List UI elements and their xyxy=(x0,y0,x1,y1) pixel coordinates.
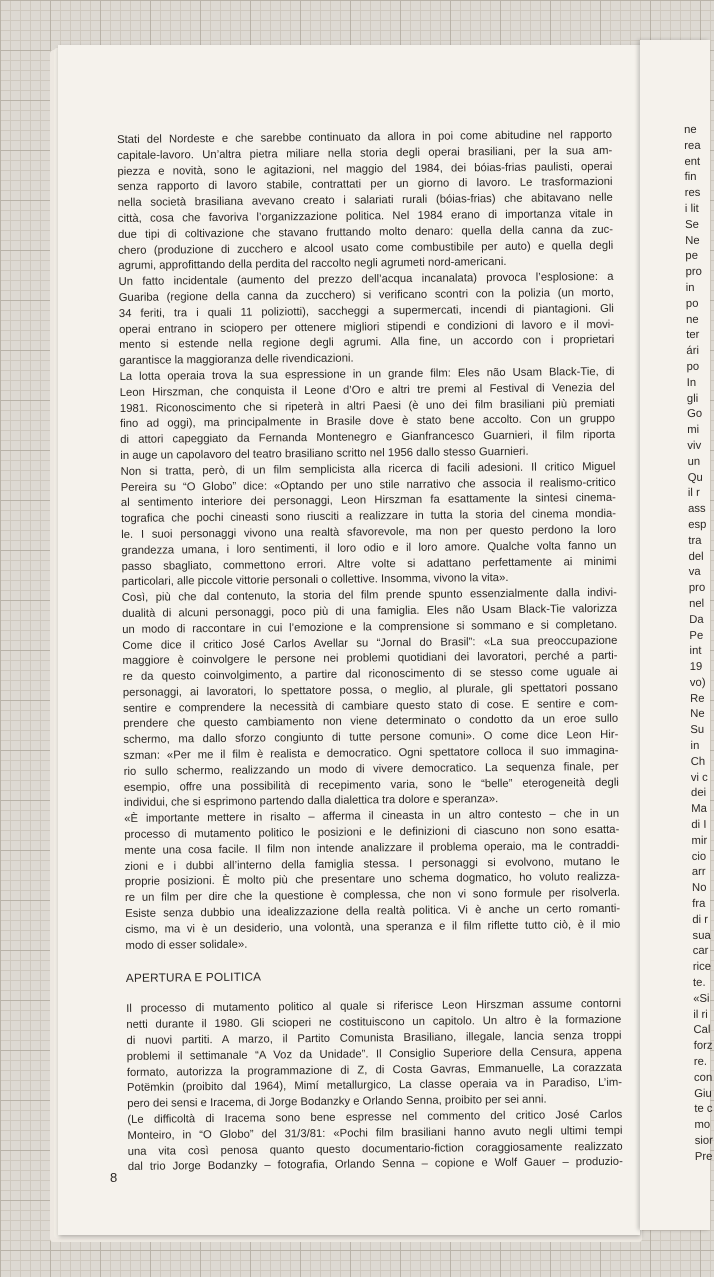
adjacent-text-fragment: Su xyxy=(690,724,705,737)
text-line: passo sbagliato, commettono errori. Altre volte si adattano perfettamente ai minimi xyxy=(121,555,617,573)
adjacent-text-fragment: ári xyxy=(686,345,700,358)
adjacent-text-fragment: con xyxy=(693,1071,713,1084)
adjacent-text-fragment: mo xyxy=(694,1118,711,1132)
adjacent-text-fragment: pro xyxy=(688,581,706,595)
text-line: (Le difficoltà di Iracema sono bene espresse nel commento del critico José Carlos xyxy=(127,1108,623,1126)
adjacent-text-fragment: mir xyxy=(691,834,708,847)
text-line: Pereira su “O Globo” dice: «Optando per uno stile narrativo che associa il realismo-critico xyxy=(120,476,616,494)
adjacent-text-fragment: rea xyxy=(684,139,701,152)
adjacent-text-fragment: va xyxy=(688,566,701,579)
text-line: operai entrano in sciopero per ottenere migliori stipendi e condizioni di lavoro e il movi- xyxy=(118,318,615,336)
text-line: esempio, offre una possibilità di recepimento varia, sono le “belle” eterogeneità degli xyxy=(123,776,619,794)
text-line: schermo, ma dallo sforzo congiunto di tutte persone comuni». O come dice Leon Hir- xyxy=(123,729,619,747)
text-line: 1981. Riconoscimento che si ripeterà in altri Paesi (è uno dei film brasiliani più premiati xyxy=(119,397,615,415)
text-line: maggiore è coinvolgere le persone nei problemi quotidiani dei lavoratori, perché a parti- xyxy=(122,650,618,668)
text-line: chero (produzione di zucchero e alcool usato come combustibile per auto) e quella degli xyxy=(118,239,614,257)
text-line: senza rapporto di lavoro stabile, contrattati per un giorno di lavoro. Le trasformazioni xyxy=(117,176,613,194)
text-line: fino ad oggi), ma principalmente in Brasile dove è stato bene accolto. Con un gruppo xyxy=(119,413,616,431)
adjacent-text-fragment: In xyxy=(686,376,697,389)
text-line: di attori capeggiato da Fernanda Montenegro e Gianfrancesco Guarnieri, il film riporta xyxy=(120,428,616,447)
adjacent-text-fragment: rice xyxy=(692,960,712,974)
adjacent-text-fragment: ent xyxy=(684,155,701,168)
text-line: al sentimento interiore dei personaggi, Leon Hirszman fa esattamente la sintesi cinema- xyxy=(120,492,616,510)
text-line: in auge un capolavoro del teatro brasiliano scritto nel 1956 dallo stesso Guarnieri. xyxy=(120,445,529,462)
adjacent-text-fragment: Ne xyxy=(685,234,700,247)
text-line: garantisce la maggioranza delle rivendicazioni. xyxy=(119,352,354,368)
adjacent-text-fragment: car xyxy=(692,945,709,958)
text-line: piezza e novità, sono le agitazioni, nel maggio del 1984, dei bóias-frias paulisti, operai xyxy=(117,160,613,178)
text-line: netti durante il 1980. Gli scioperi ne costituiscono un capitolo. Un altro è la formazione xyxy=(126,1014,622,1032)
text-line: dualità di alcuni personaggi, poco più di una famiglia. Eles não Usam Black-Tie valorizza xyxy=(121,602,618,620)
text-line: Così, più che dal contenuto, la storia del film prende spunto essenzialmente dalla indivi- xyxy=(121,586,617,605)
adjacent-text-fragment: il r xyxy=(687,487,700,500)
text-line: Come dice il critico José Carlos Avellar su “Jornal do Brasil”: «La sua preoccupazione xyxy=(122,634,618,652)
adjacent-text-fragment: te. xyxy=(692,976,706,989)
text-line: szman: «Per me il film è realista e democratico. Ogni spettatore colloca il suo immagina- xyxy=(123,744,619,763)
adjacent-text-fragment: pro xyxy=(685,265,702,279)
text-line: Leon Hirszman, che conquista il Leone d’Oro e altri tre premi al Festival di Venezia del xyxy=(119,381,615,399)
text-line: Monteiro, in “O Globo” del 31/3/81: «Pochi film brasiliani hanno avuto negli ultimi tempi xyxy=(127,1124,623,1142)
text-line: particolari, alle piccole vittorie personali o collettive. Insomma, vivono la vita». xyxy=(121,572,509,589)
section-heading: APERTURA E POLITICA xyxy=(125,969,262,986)
text-line: due tipi di coltivazione che stavano fruttando molto denaro: quella della canna da zuc- xyxy=(118,223,614,241)
adjacent-text-fragment: Re xyxy=(689,692,705,705)
body-text xyxy=(117,128,623,1176)
text-line: un modo di raccontare in cui l’emozione e la comprensione si sommano e si completano. xyxy=(122,618,618,636)
adjacent-text-fragment: ne xyxy=(685,313,699,326)
adjacent-text-fragment: di I xyxy=(691,818,707,832)
text-line: capitale-lavoro. Un’altra pietra miliare nella storia degli operai brasiliani, per la sua am- xyxy=(117,144,613,162)
text-line: proprie posizioni. È molto più che presentare uno schema dogmatico, ho voluto realizza- xyxy=(124,871,620,889)
adjacent-text-fragment: int xyxy=(689,645,702,658)
adjacent-text-fragment: vi c xyxy=(690,771,708,784)
adjacent-text-fragment: te c xyxy=(694,1103,713,1116)
adjacent-text-fragment: in xyxy=(690,739,700,753)
adjacent-text-fragment: arr xyxy=(691,866,706,879)
adjacent-text-fragment: Giu xyxy=(694,1087,712,1100)
text-line: re da questo coinvolgimento, a partire dal riconoscimento di se stesso come uguale ai xyxy=(122,665,618,684)
adjacent-text-fragment: Cal xyxy=(693,1024,711,1037)
adjacent-text-fragment: Qu xyxy=(687,471,703,484)
adjacent-text-fragment: viv xyxy=(687,439,702,452)
text-line: individui, che si esprimono partendo dalla dialettica tra dolore e speranza». xyxy=(123,793,499,810)
text-line: le. I suoi personaggi vivono una realtà sfavorevole, ma non per questo perdono la loro xyxy=(121,523,617,541)
adjacent-text-fragment: ne xyxy=(684,123,697,136)
adjacent-text-fragment: Ch xyxy=(690,755,706,768)
adjacent-text-fragment: tra xyxy=(688,534,702,547)
text-line: mente una cosa facile. Il film non intende analizzare il problema operaio, ma le contraddi- xyxy=(124,839,620,857)
adjacent-text-fragment: Da xyxy=(689,613,704,626)
adjacent-text-fragment: 19 xyxy=(689,660,703,674)
text-line: Guariba (regione della canna da zucchero) si verificano scontri con la polizia (un morto, xyxy=(118,286,614,304)
adjacent-text-fragment: po xyxy=(686,360,700,373)
text-line: La lotta operaia trova la sua espressione in un grande film: Eles não Usam Black-Tie, di xyxy=(119,365,615,383)
adjacent-text-fragment: sua xyxy=(692,929,711,942)
text-line: nella società brasiliana avevano creato i salariati rurali (bóias-frias) che abitavano nelle xyxy=(117,192,613,210)
text-line: personaggi, ai lavoratori, lo spettatore possa, o meglio, al plurale, gli spettatori possano xyxy=(122,681,618,699)
adjacent-text-fragment: vo) xyxy=(689,676,706,689)
text-line: problemi il settimanale “A Voz da Unidade”. Il Consiglio Superiore della Censura, appena xyxy=(126,1045,622,1063)
adjacent-text-fragment: fra xyxy=(692,897,706,911)
text-line: di nuovi partiti. A marzo, il Partito Comunista Brasiliano, illegale, lancia senza troppi xyxy=(126,1029,622,1047)
text-line: sentire e comprendere la necessità di cambiare questo stato di cose. E sentire e com- xyxy=(122,697,619,715)
text-line: processo di mutamento politico le posizioni e le definizioni di ciascuno non sono esatta- xyxy=(124,823,620,842)
adjacent-text-fragment: dei xyxy=(690,787,707,800)
text-line: formato, autorizza la programmazione di Z, di Costa Gavras, Emmanuelle, La corazzata xyxy=(126,1061,622,1079)
adjacent-text-fragment: un xyxy=(687,455,701,468)
adjacent-text-fragment: il ri xyxy=(693,1008,708,1021)
adjacent-text-fragment: in xyxy=(685,281,695,294)
adjacent-text-fragment: di r xyxy=(692,913,709,926)
adjacent-text-fragment: po xyxy=(685,297,699,310)
text-line: Il processo di mutamento politico al quale si riferisce Leon Hirszman assume contorni xyxy=(126,998,622,1016)
adjacent-text-fragment: No xyxy=(691,882,707,895)
text-line: 34 feriti, tra i quali 11 poliziotti), saccheggi a supermercati, incendi di piantagioni. Gli xyxy=(118,302,614,320)
adjacent-text-fragment: nel xyxy=(688,597,705,610)
text-line: Un fatto incidentale (aumento del prezzo dell’acqua incanalata) provoca l’esplosione: a xyxy=(118,270,614,289)
text-line: cismo, ma vi è un desiderio, una volontà, una speranza e il film riflette tutto ciò, è il mio xyxy=(125,918,621,936)
text-line: una vita così penosa quanto questo documentario-fiction coraggiosamente realizzato xyxy=(127,1140,623,1158)
text-line: agrumi, approfittando della perdita del raccolto negli agrumeti nord-americani. xyxy=(118,256,507,273)
adjacent-text-fragment: Se xyxy=(685,218,699,231)
text-line: prendere che questo cambiamento non viene determinato o condotto da un eroe sullo xyxy=(123,713,619,731)
text-line: città, cosa che favoriva l’organizzazione politica. Nel 1984 erano di importanza vitale in xyxy=(117,207,613,225)
text-line: modo di esser solidale». xyxy=(125,938,248,952)
adjacent-text-fragment: sior xyxy=(694,1134,713,1147)
text-line: zioni e i dubbi all’interno della famiglia stessa. I personaggi si evolvono, mutano le xyxy=(124,855,620,873)
adjacent-text-fragment: re. xyxy=(693,1055,708,1068)
adjacent-text-fragment: Pe xyxy=(689,629,704,642)
adjacent-text-fragment: Ma xyxy=(691,803,707,816)
adjacent-text-fragment: ter xyxy=(686,329,700,342)
adjacent-text-fragment: ass xyxy=(687,502,706,516)
adjacent-text-fragment: forz xyxy=(693,1039,713,1053)
text-line: tografica che pochi cineasti sono riusciti a realizzare in tutta la storia del cinema mondia- xyxy=(120,507,617,526)
text-line: re un film per dire che la questione è complessa, che non vi sono formule per risolverla. xyxy=(124,887,621,905)
adjacent-text-fragment: «Si xyxy=(693,992,710,1005)
adjacent-text-fragment: esp xyxy=(688,518,707,531)
adjacent-text-fragment: fin xyxy=(684,171,697,184)
adjacent-text-fragment: i lit xyxy=(684,202,699,215)
text-line: mento si estende nella regione degli agrumi. Alla fine, un accordo con i proprietari xyxy=(119,334,615,352)
text-line: Non si tratta, però, di un film semplicista alla ricerca di facili adesioni. Il critico Miguel xyxy=(120,460,616,478)
text-line: Potëmkin (proibito dal 1964), Mimí metallurgico, La classe operaia va in Paradiso, L’im- xyxy=(126,1077,623,1095)
text-line: «È importante mettere in risalto – afferma il cineasta in un altro contesto – che in un xyxy=(124,808,620,826)
text-line: rio sullo schermo, realizzando un modo di vivere democratico. La sequenza finale, per xyxy=(123,760,619,778)
text-line: Esiste senza dubbio una idealizzazione della realtà politica. Vi è anche un certo romanti- xyxy=(125,902,621,921)
adjacent-text-fragment: Go xyxy=(686,408,703,421)
text-line: pero dei sensi e Iracema, di Jorge Bodanzky e Orlando Senna, proibito per sei anni. xyxy=(127,1093,547,1111)
text-line: grandezza umana, i loro sentimenti, il loro odio e il loro amore. Qualche volta fanno un xyxy=(121,539,617,557)
adjacent-text-fragment: res xyxy=(684,187,701,200)
adjacent-text-fragment: cio xyxy=(691,850,707,863)
text-line: Stati del Nordeste e che sarebbe continuato da allora in poi come abitudine nel rapporto xyxy=(117,128,613,146)
text-line: dal trio Jorge Bodanzky – fotografia, Orlando Senna – copione e Wolf Gauer – produzio- xyxy=(127,1156,623,1174)
adjacent-text-fragment: Ne xyxy=(690,708,705,721)
adjacent-text-fragment: del xyxy=(688,550,704,563)
adjacent-text-fragment: pe xyxy=(685,250,699,263)
page-number: 8 xyxy=(110,1170,118,1185)
adjacent-text-fragment: Pre xyxy=(694,1150,713,1163)
adjacent-text-fragment: gli xyxy=(686,392,699,405)
adjacent-text-fragment: mi xyxy=(687,423,700,437)
